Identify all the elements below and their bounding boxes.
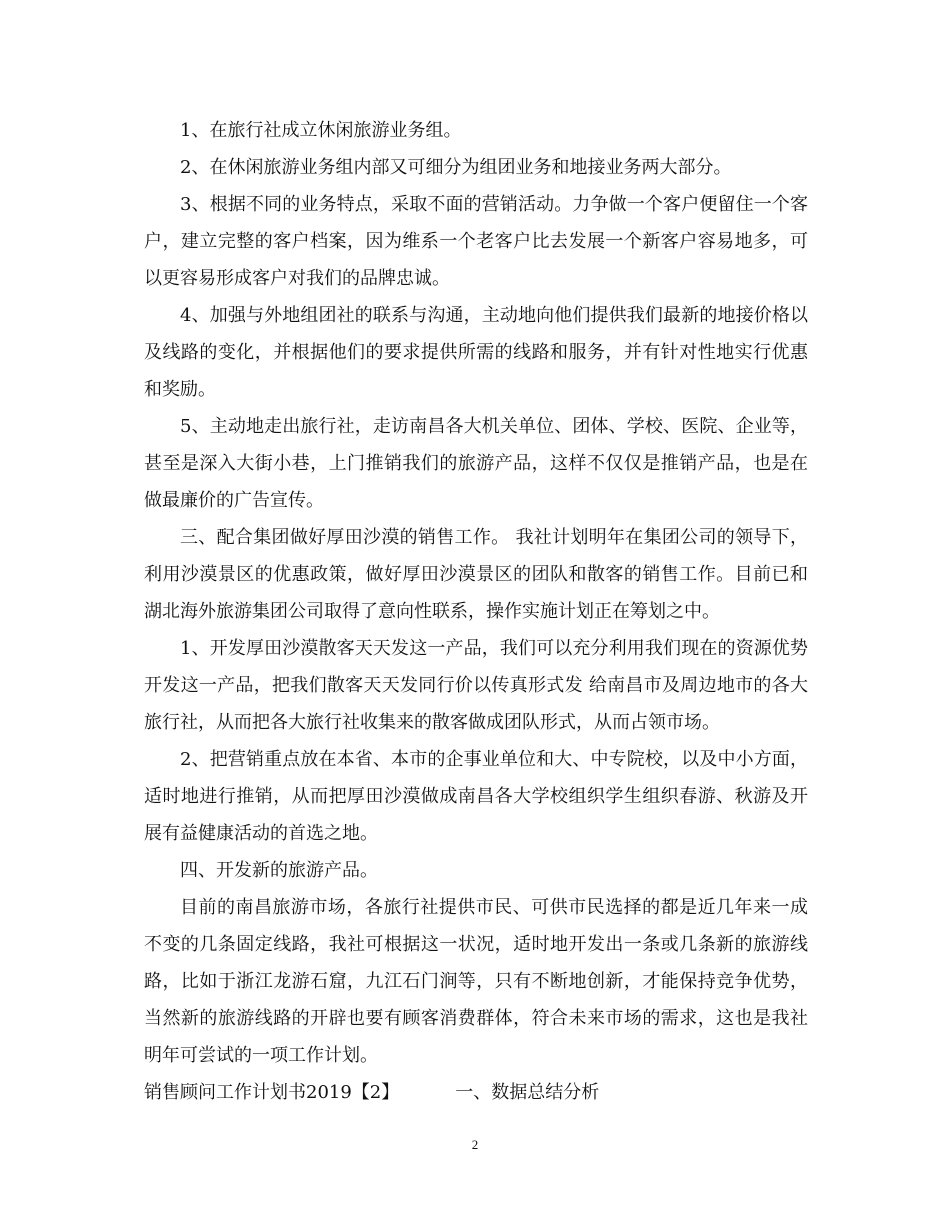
next-section-line bbox=[144, 1074, 808, 1111]
paragraph-daily-tour-product: 1、开发厚田沙漠散客天天发这一产品，我们可以充分利用我们现在的资源优势开发这一产品，把我们散客天天发同行价以传真形式发 给南昌市及周边地市的各大旅行社，从而把各大旅行社收集来的散客做成团队形式，从而占领市场。 bbox=[144, 638, 808, 733]
section-heading-data-analysis: 一、数据总结分析 bbox=[455, 1082, 600, 1103]
paragraph-active-sales: 5、主动地走出旅行社，走访南昌各大机关单位、团体、学校、医院、企业等，甚至是深入大街小巷，上门推销我们的旅游产品，这样不仅仅是推销产品，也是在做最廉价的广告宣传。 bbox=[144, 416, 808, 511]
section-heading-new-products: 四、开发新的旅游产品。 bbox=[180, 860, 378, 881]
paragraph-leisure-team: 1、在旅行社成立休闲旅游业务组。 bbox=[180, 120, 462, 141]
paragraph-business-split: 2、在休闲旅游业务组内部又可细分为组团业务和地接业务两大部分。 bbox=[180, 157, 732, 178]
paragraph-partner-communication: 4、加强与外地组团社的联系与沟通，主动地向他们提供我们最新的地接价格以及线路的变化，并根据他们的要求提供所需的线路和服务，并有针对性地实行优惠和奖励。 bbox=[144, 305, 808, 400]
paragraph-desert-sales: 三、配合集团做好厚田沙漠的销售工作。 我社计划明年在集团公司的领导下，利用沙漠景区的优惠政策，做好厚田沙漠景区的团队和散客的销售工作。目前已和湖北海外旅游集团公司取得了意向性联系，操作实施计划正在筹划之中。 bbox=[144, 527, 808, 622]
paragraph-marketing-activities: 3、根据不同的业务特点，采取不面的营销活动。力争做一个客户便留住一个客户，建立完整的客户档案，因为维系一个老客户比去发展一个新客户容易地多，可以更容易形成客户对我们的品牌忠诚。 bbox=[144, 194, 808, 289]
paragraph-school-marketing: 2、把营销重点放在本省、本市的企事业单位和大、中专院校，以及中小方面，适时地进行推销，从而把厚田沙漠做成南昌各大学校组织学生组织春游、秋游及开展有益健康活动的首选之地。 bbox=[144, 749, 808, 844]
document-body bbox=[144, 112, 808, 1111]
paragraph-new-routes: 目前的南昌旅游市场，各旅行社提供市民、可供市民选择的都是近几年来一成不变的几条固定线路，我社可根据这一状况，适时地开发出一条或几条新的旅游线路，比如于浙江龙游石窟，九江石门涧等，只有不断地创新，才能保持竞争优势，当然新的旅游线路的开辟也要有顾客消费群体，符合未来市场的需求，这也是我社明年可尝试的一项工作计划。 bbox=[144, 897, 808, 1066]
plan-title: 销售顾问工作计划书2019【2】 bbox=[144, 1082, 400, 1103]
page-number: 2 bbox=[471, 1137, 479, 1152]
